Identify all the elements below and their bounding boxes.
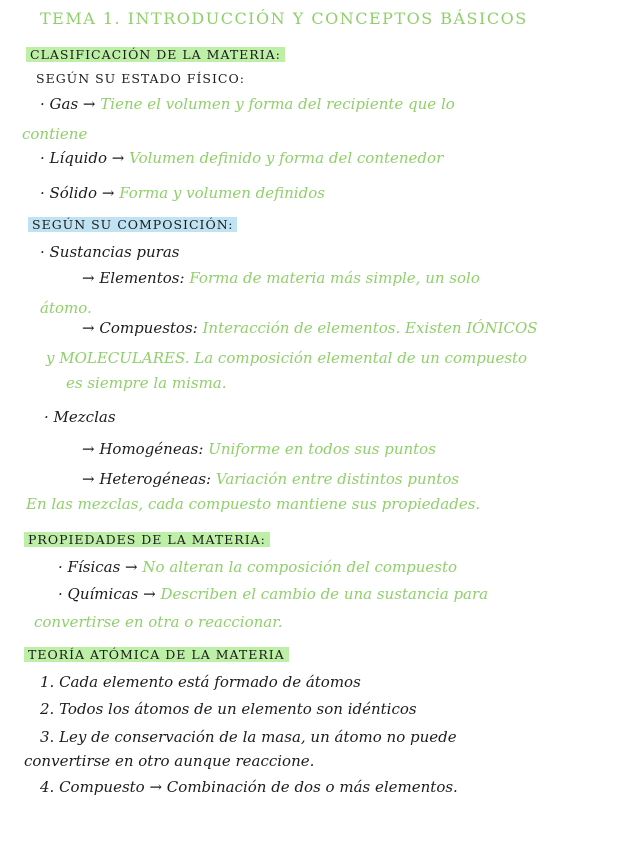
term-liquido: · Líquido → bbox=[40, 149, 125, 167]
list-item-elementos bbox=[82, 268, 480, 288]
definition-quimicas-cont: convertirse en otra o reaccionar. bbox=[34, 613, 283, 631]
definition-compuestos-cont-1: y MOLECULARES. La composición elemental de un compuesto bbox=[46, 349, 528, 367]
list-item-quimicas bbox=[58, 584, 488, 604]
postulate-3: 3. Ley de conservación de la masa, un átomo no puede bbox=[40, 728, 457, 746]
list-item-homogeneas bbox=[82, 439, 436, 459]
postulate-3-cont: convertirse en otro aunque reaccione. bbox=[24, 752, 315, 770]
term-compuestos: → Compuestos: bbox=[82, 319, 198, 337]
term-heterogeneas: → Heterogéneas: bbox=[82, 470, 212, 488]
definition-compuestos-cont-2: es siempre la misma. bbox=[66, 374, 227, 392]
postulate-2: 2. Todos los átomos de un elemento son idénticos bbox=[40, 700, 417, 718]
section-heading-clasificacion bbox=[26, 44, 285, 65]
list-item-sustancias-puras: · Sustancias puras bbox=[40, 243, 180, 261]
definition-quimicas: Describen el cambio de una sustancia para bbox=[160, 585, 489, 603]
section-heading-text: PROPIEDADES DE LA MATERIA: bbox=[24, 532, 270, 547]
term-elementos: → Elementos: bbox=[82, 269, 185, 287]
term-homogeneas: → Homogéneas: bbox=[82, 440, 204, 458]
definition-gas-cont: contiene bbox=[22, 125, 88, 143]
postulate-1: 1. Cada elemento está formado de átomos bbox=[40, 673, 361, 691]
definition-homogeneas: Uniforme en todos sus puntos bbox=[208, 440, 436, 458]
postulate-4: 4. Compuesto → Combinación de dos o más elementos. bbox=[40, 778, 458, 796]
term-quimicas: · Químicas → bbox=[58, 585, 156, 603]
term-gas: · Gas → bbox=[40, 95, 96, 113]
list-item-liquido bbox=[40, 148, 443, 168]
page-title: TEMA 1. INTRODUCCIÓN Y CONCEPTOS BÁSICOS bbox=[40, 9, 528, 28]
list-item-heterogeneas bbox=[82, 469, 459, 489]
definition-solido: Forma y volumen definidos bbox=[119, 184, 325, 202]
list-item-mezclas: · Mezclas bbox=[44, 408, 116, 426]
term-fisicas: · Físicas → bbox=[58, 558, 138, 576]
section-heading-propiedades bbox=[24, 529, 270, 550]
subheading-composicion bbox=[28, 214, 237, 235]
definition-compuestos: Interacción de elementos. Existen IÓNICOS bbox=[202, 319, 538, 337]
definition-gas: Tiene el volumen y forma del recipiente que lo bbox=[100, 95, 455, 113]
section-heading-text: CLASIFICACIÓN DE LA MATERIA: bbox=[26, 47, 285, 62]
subheading-estado: SEGÚN SU ESTADO FÍSICO: bbox=[36, 71, 245, 86]
definition-liquido: Volumen definido y forma del contenedor bbox=[129, 149, 444, 167]
definition-fisicas: No alteran la composición del compuesto bbox=[142, 558, 458, 576]
note-mezclas: En las mezclas, cada compuesto mantiene sus propiedades. bbox=[26, 495, 481, 513]
section-heading-text: TEORÍA ATÓMICA DE LA MATERIA bbox=[24, 647, 289, 662]
list-item-compuestos bbox=[82, 318, 538, 338]
term-solido: · Sólido → bbox=[40, 184, 115, 202]
definition-heterogeneas: Variación entre distintos puntos bbox=[215, 470, 460, 488]
list-item-solido bbox=[40, 183, 325, 203]
section-heading-teoria bbox=[24, 644, 289, 665]
list-item-fisicas bbox=[58, 557, 457, 577]
subheading-composicion-text: SEGÚN SU COMPOSICIÓN: bbox=[28, 217, 237, 232]
definition-elementos: Forma de materia más simple, un solo bbox=[189, 269, 480, 287]
list-item-gas bbox=[40, 94, 455, 114]
definition-elementos-cont: átomo. bbox=[40, 299, 92, 317]
